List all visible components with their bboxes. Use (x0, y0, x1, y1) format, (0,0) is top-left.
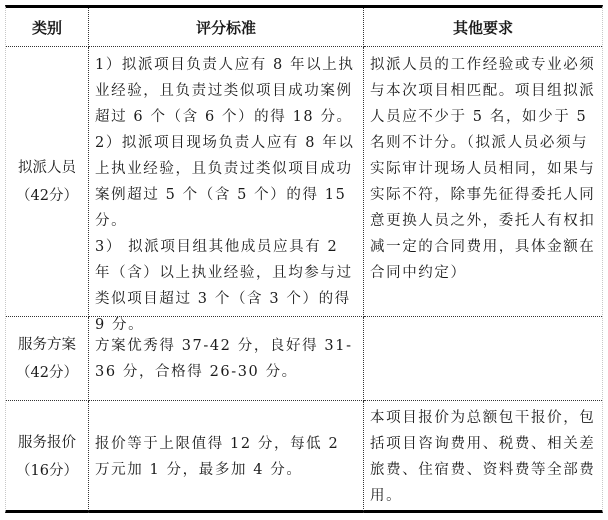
criteria-item-1: 报价等于上限值得 12 分，每低 2 万元加 1 分，最多加 4 分。 (95, 436, 340, 478)
header-other-label: 其他要求 (452, 18, 513, 37)
header-other (364, 8, 602, 47)
category-name: 拟派人员 (17, 159, 76, 176)
category-cell (6, 317, 89, 401)
category-cell (6, 47, 89, 317)
header-criteria (89, 8, 364, 47)
other-cell (364, 47, 602, 317)
criteria-item-1: 方案优秀得 37-42 分，良好得 31-36 分，合格得 26-30 分。 (95, 337, 353, 380)
table-row-personnel (6, 47, 602, 333)
header-criteria-label: 评分标准 (195, 18, 256, 37)
category-points: （16分） (16, 463, 78, 479)
criteria-item-1: 1）拟派项目负责人应有 8 年以上执业经验，且负责过类似项目成功案例超过 6 个（含 6 个）的得 18 分。 (95, 57, 355, 125)
scoring-table (5, 5, 603, 513)
category-cell (6, 401, 89, 513)
criteria-cell (89, 317, 364, 401)
table-row-service-quote (6, 401, 602, 513)
header-row (6, 8, 602, 47)
header-category (6, 8, 89, 47)
other-cell (364, 401, 602, 513)
header-category-label: 类别 (31, 18, 62, 37)
category-points: （42分） (16, 364, 78, 381)
criteria-cell (89, 401, 364, 513)
criteria-cell (89, 47, 364, 333)
category-points: （42分） (16, 187, 78, 204)
category-name: 服务方案 (17, 336, 76, 353)
criteria-item-2: 2）拟派项目现场负责人应有 8 年以上执业经验，且负责过类似项目成功案例超过 5 个（含 5 个）的得 15 分。 (95, 135, 355, 229)
table-row-service-plan (6, 317, 602, 401)
other-text: 拟派人员的工作经验或专业必须与本次项目相匹配。项目组拟派人员应不少于 5 名，如少于 5 名则不计分。（拟派人员必须与实际审计现场人员相同，如果与实际不符，除事先征得委托人同意更换人员之外，委托人有权扣减一定的合同费用，具体金额在合同中约定） (370, 57, 596, 281)
other-cell (364, 317, 602, 401)
other-text: 本项目报价为总额包干报价，包括项目咨询费用、税费、相关差旅费、住宿费、资料费等全部费用。 (370, 410, 596, 504)
category-name: 服务报价 (17, 435, 76, 451)
criteria-item-3: 3） 拟派项目组其他成员应具有 2 年（含）以上执业经验，且均参与过类似项目超过 3 个（含 3 个）的得 9 分。 (95, 239, 353, 333)
